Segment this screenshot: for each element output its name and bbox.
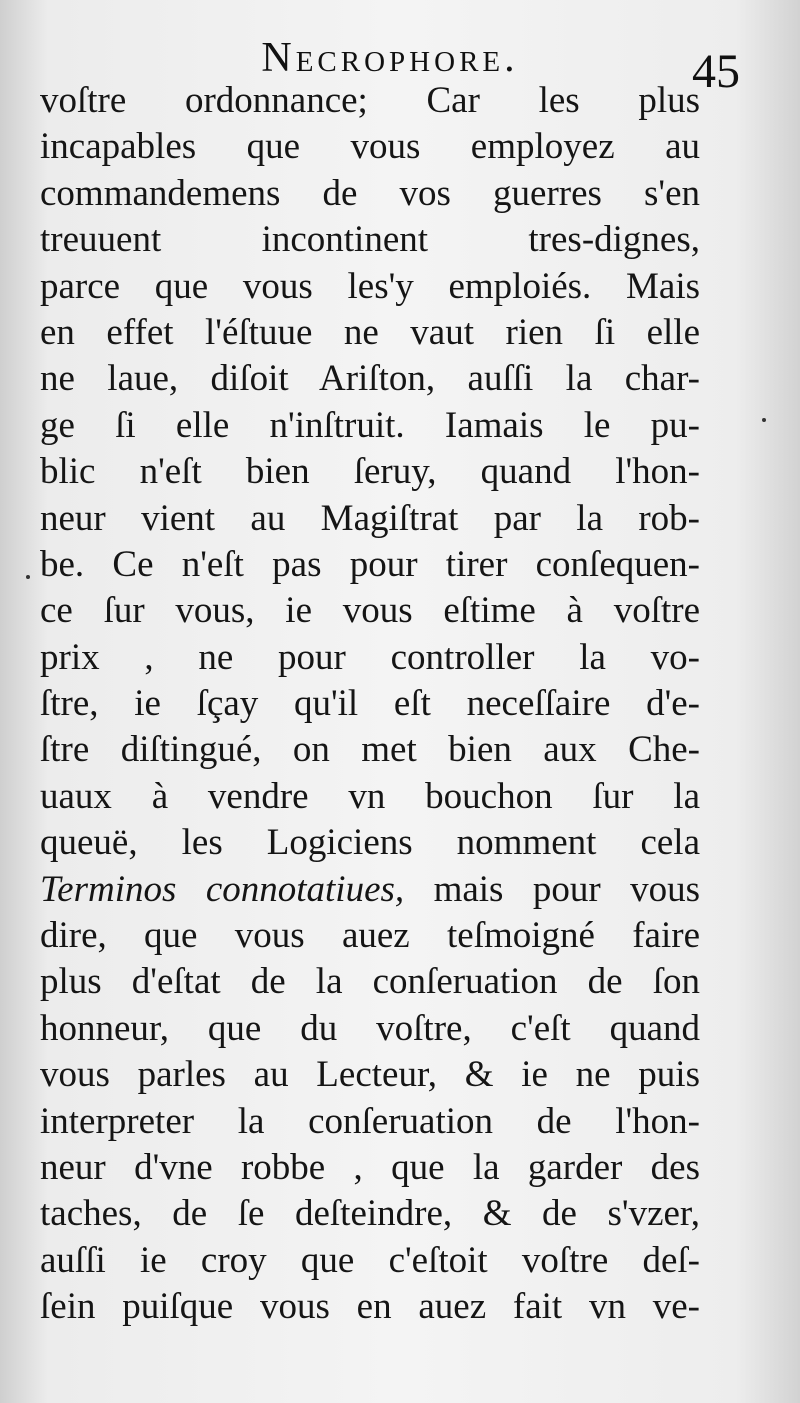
text-line: en effet l'éſtuue ne vaut rien ſi elle	[40, 311, 700, 353]
text-line: voſtre ordonnance; Car les plus	[40, 80, 700, 121]
text-line: ne laue, diſoit Ariſton, auſſi la char-	[40, 358, 700, 400]
text-line: vous parles au Lecteur, & ie ne puis	[40, 1054, 700, 1096]
text-line: ſein puiſque vous en auez fait vn ve-	[40, 1286, 700, 1328]
text-line: be. Ce n'eſt pas pour tirer conſequen-	[40, 543, 700, 585]
text-line: ſtre, ie ſçay qu'il eſt neceſſaire d'e-	[40, 683, 700, 725]
italic-phrase: Terminos connotatiues,	[40, 868, 405, 910]
text-line: honneur, que du voſtre, c'eſt quand	[40, 1007, 700, 1049]
text-line: uaux à vendre vn bouchon ſur la	[40, 775, 700, 817]
ink-speck	[762, 418, 766, 422]
text-line: prix , ne pour controller la vo-	[40, 636, 700, 678]
text-line: ſtre diſtingué, on met bien aux Che-	[40, 729, 700, 771]
page-number: 45	[692, 45, 740, 98]
text-line: taches, de ſe deſteindre, & de s'vzer,	[40, 1193, 700, 1235]
text-line: parce que vous les'y emploiés. Mais	[40, 265, 700, 307]
roman-phrase: mais pour vous	[404, 868, 700, 910]
text-line: queuë, les Logiciens nomment cela	[40, 822, 700, 864]
body-text	[40, 78, 700, 1331]
running-head: Necrophore.	[261, 35, 519, 81]
text-line: plus d'eſtat de la conſeruation de ſon	[40, 961, 700, 1003]
text-line: ge ſi elle n'inſtruit. Iamais le pu-	[40, 404, 700, 446]
text-line: auſſi ie croy que c'eſtoit voſtre deſ-	[40, 1239, 700, 1281]
ink-speck	[26, 575, 30, 579]
text-line: neur d'vne robbe , que la garder des	[40, 1146, 700, 1188]
text-line: interpreter la conſeruation de l'hon-	[40, 1100, 700, 1142]
text-line: treuuent incontinent tres-dignes,	[40, 219, 700, 261]
text-line: dire, que vous auez teſmoigné faire	[40, 915, 700, 957]
italic-text-line	[40, 867, 700, 913]
text-line: blic n'eſt bien ſeruy, quand l'hon-	[40, 451, 700, 493]
text-line: neur vient au Magiſtrat par la rob-	[40, 497, 700, 539]
text-line: ce ſur vous, ie vous eſtime à voſtre	[40, 590, 700, 632]
text-line: commandemens de vos guerres s'en	[40, 172, 700, 214]
text-line: incapables que vous employez au	[40, 126, 700, 168]
